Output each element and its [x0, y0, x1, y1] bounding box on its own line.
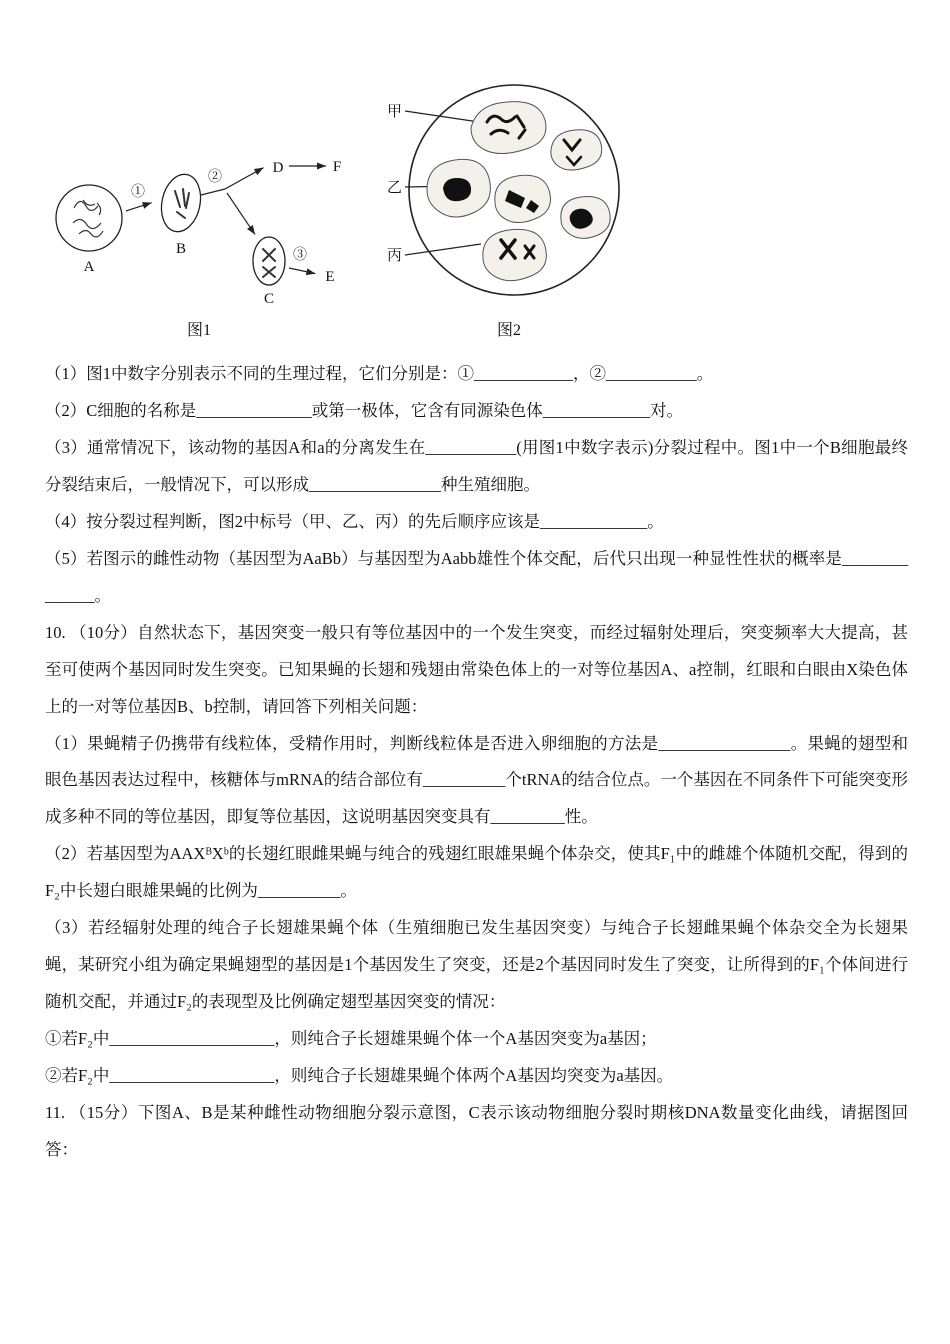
arrow-to-c — [224, 191, 258, 236]
arrow-d-to-f — [289, 163, 326, 170]
e-label: E — [325, 269, 335, 285]
branch-line — [201, 189, 225, 195]
jia-label: 甲 — [387, 104, 403, 120]
figure1 — [49, 113, 349, 340]
cell-c-label: C — [263, 291, 275, 307]
arrow-to-d — [223, 165, 265, 192]
process-1-arrow — [125, 199, 153, 214]
cell-b — [156, 171, 205, 257]
cell-a-label: A — [83, 259, 95, 275]
figure1-diagram — [49, 113, 349, 313]
question-11-stem: 11. （15分）下图A、B是某种雌性动物细胞分裂示意图，C表示该动物细胞分裂时期核DNA数量变化曲线，请据图回答： — [45, 1103, 908, 1160]
figures-row — [45, 78, 908, 340]
step-1-label: ① — [131, 185, 145, 200]
question-10-stem: 10. （10分）自然状态下，基因突变一般只有等位基因中的一个发生突变，而经过辐射处理后，突变频率大大提高，甚至可使两个基因同时发生突变。已知果蝇的长翅和残翅由常染色体上的一对等位基因A、a控制，红眼和白眼由X染色体上的一对等位基因B、b控制，请回答下列相关问题： — [45, 622, 908, 716]
q9-sub1: （1）图1中数字分别表示不同的生理过程，它们分别是：①____________，②___________。 — [45, 364, 714, 383]
q9-sub5: （5）若图示的雌性动物（基因型为AaBb）与基因型为Aabb雄性个体交配，后代只出现一种显性性状的概率是______________。 — [45, 548, 908, 605]
d-label: D — [272, 160, 284, 176]
q10-sub3: （3）若经辐射处理的纯合子长翅雄果蝇个体（生殖细胞已发生基因突变）与纯合子长翅雌果蝇个体杂交全为长翅果蝇，某研究小组为确定果蝇翅型的基因是1个基因发生了突变，还是2个基因同时发生了突变，让所得到的F₁个体间进行随机交配，并通过F₂的表现型及比例确定翅型基因突变的情况： — [45, 918, 908, 1012]
figure1-caption: 图1 — [186, 322, 211, 339]
q9-sub2: （2）C细胞的名称是______________或第一极体，它含有同源染色体_____________对。 — [45, 400, 684, 420]
q10-sub3-case2: ②若F₂中____________________，则纯合子长翅雄果蝇个体两个A基因均突变为a基因。 — [45, 1066, 674, 1086]
f-label: F — [332, 159, 342, 175]
cell-jia — [471, 102, 546, 154]
cell-top-right — [551, 130, 602, 170]
q9-sub3: （3）通常情况下，该动物的基因A和a的分离发生在___________(用图1中数字表示)分裂过程中。图1中一个B细胞最终分裂结束后，一般情况下，可以形成________________种生殖细胞。 — [45, 437, 908, 494]
cell-yi — [427, 159, 490, 217]
figure2-caption: 图2 — [496, 322, 521, 339]
question-text-block — [45, 356, 908, 1169]
q9-sub4: （4）按分裂过程判断，图2中标号（甲、乙、丙）的先后顺序应该是_____________。 — [45, 511, 664, 531]
yi-label: 乙 — [387, 180, 403, 196]
figure2 — [379, 78, 639, 340]
q10-sub3-case1: ①若F₂中____________________，则纯合子长翅雄果蝇个体一个A基因突变为a基因； — [45, 1029, 657, 1049]
cell-a — [56, 185, 122, 275]
arrow-to-e — [288, 265, 316, 277]
q10-sub1: （1）果蝇精子仍携带有线粒体，受精作用时，判断线粒体是否进入卵细胞的方法是________________。果蝇的翅型和眼色基因表达过程中，核糖体与mRNA的结合部位有__________个tRNA的结合位点。一个基因在不同条件下可能突变形成多种不同的等位基因，即复等位基因，这说明基因突变具有_________性。 — [45, 733, 908, 827]
cell-c — [253, 237, 285, 307]
step-3-label: ③ — [293, 248, 307, 263]
step-2-label: ② — [208, 170, 222, 185]
q10-sub2: （2）若基因型为AAXᴮXᵇ的长翅红眼雌果蝇与纯合的残翅红眼雄果蝇个体杂交，使其F₁中的雌雄个体随机交配，得到的F₂中长翅白眼雄果蝇的比例为__________。 — [45, 844, 908, 901]
cell-bing — [483, 229, 547, 280]
figure2-diagram — [379, 78, 639, 313]
bing-label: 丙 — [387, 248, 403, 264]
bing-pointer-line — [405, 244, 481, 255]
cell-b-label: B — [175, 241, 187, 257]
cell-center — [495, 175, 551, 222]
cell-right — [561, 197, 610, 239]
